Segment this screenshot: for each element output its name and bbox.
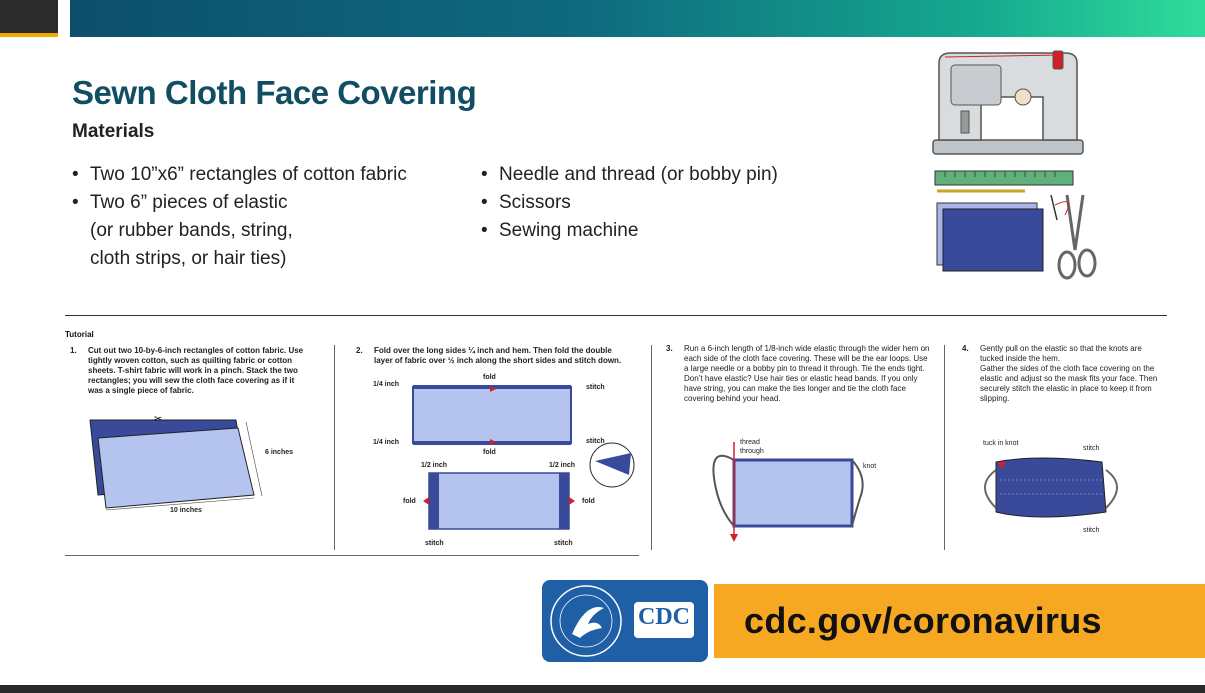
list-item bbox=[481, 161, 778, 189]
step-number: 2. bbox=[356, 346, 363, 355]
page-title: Sewn Cloth Face Covering bbox=[72, 74, 477, 111]
stitch-label: stitch bbox=[1083, 527, 1100, 534]
stitch-label: stitch bbox=[425, 540, 444, 547]
sewing-machine-icon bbox=[933, 51, 1083, 154]
fabric-cut-diagram bbox=[86, 410, 306, 520]
tutorial-step-4 bbox=[962, 344, 1162, 404]
top-left-corner-block bbox=[0, 0, 58, 36]
scissors-icon: ✂ bbox=[154, 414, 163, 425]
step-text: Gently pull on the elastic so that the knots are tucked inside the hem. bbox=[980, 344, 1142, 363]
fold-label: fold bbox=[483, 449, 496, 456]
tutorial-label: Tutorial bbox=[65, 330, 94, 339]
fold-label: fold bbox=[483, 374, 496, 381]
step-text: Fold over the long sides ¼ inch and hem. Then fold the double layer of fabric over ½ inch along the short sides and stitch down. bbox=[374, 346, 622, 365]
list-item bbox=[481, 217, 778, 245]
step-text: Cut out two 10-by-6-inch rectangles of cotton fabric. Use tightly woven cotton, such as quilting fabric or cotton sheets. T-shirt fabric will work in a pinch. Stack the two rectangles; you will sew the cloth face covering as if it was a single piece of fabric. bbox=[88, 346, 304, 395]
scissors-icon bbox=[1059, 195, 1095, 278]
measure-label: 1/4 inch bbox=[373, 381, 400, 388]
fold-label: fold bbox=[582, 498, 595, 505]
step-separator bbox=[334, 345, 335, 550]
material-text: cloth strips, or hair ties) bbox=[90, 248, 287, 269]
material-text: Sewing machine bbox=[499, 220, 639, 241]
cdc-logo-text: CDC bbox=[638, 604, 690, 630]
materials-list-left bbox=[72, 161, 407, 273]
thread-label: through bbox=[740, 448, 764, 455]
step-separator bbox=[651, 345, 652, 550]
stitch-label: stitch bbox=[586, 438, 605, 445]
section-divider bbox=[65, 315, 1167, 316]
tuck-label: tuck in knot bbox=[983, 440, 1019, 447]
step-number: 1. bbox=[70, 346, 77, 355]
needle-thread-icon bbox=[1051, 195, 1068, 220]
dimension-label: 6 inches bbox=[265, 449, 294, 456]
list-item bbox=[72, 161, 407, 189]
step-text: Gather the sides of the cloth face covering on the elastic and adjust so the mask fits your face. Then securely stitch the elastic in place to keep it from slipping. bbox=[980, 364, 1158, 403]
material-text: Two 10”x6” rectangles of cotton fabric bbox=[90, 164, 407, 185]
measure-label: 1/2 inch bbox=[421, 462, 448, 469]
step-number: 4. bbox=[962, 344, 969, 353]
material-text: Needle and thread (or bobby pin) bbox=[499, 164, 778, 185]
step-separator bbox=[944, 345, 945, 550]
material-text: • Two 6” pieces of elastic bbox=[90, 192, 288, 213]
elastic-threading-diagram bbox=[700, 438, 880, 548]
material-text: (or rubber bands, string, bbox=[90, 220, 293, 241]
step-text: Don’t have elastic? Use hair ties or elastic head bands. If you only have string, you can make the ties longer and tie the cloth face covering behind your head. bbox=[684, 374, 918, 403]
tutorial-bottom-divider bbox=[65, 555, 639, 556]
cdc-url: cdc.gov/coronavirus bbox=[744, 600, 1102, 641]
materials-list-right bbox=[481, 161, 778, 245]
ruler-icon bbox=[935, 171, 1073, 185]
list-item bbox=[72, 189, 407, 273]
knot-label: knot bbox=[863, 463, 877, 470]
finished-mask-diagram bbox=[972, 450, 1132, 530]
top-gradient-banner bbox=[70, 0, 1205, 37]
step-number: 3. bbox=[666, 344, 673, 353]
materials-heading: Materials bbox=[72, 121, 155, 142]
tutorial-step-2 bbox=[356, 346, 626, 366]
stitch-label: stitch bbox=[1083, 445, 1100, 452]
fabric-rectangles-icon bbox=[937, 203, 1043, 271]
thread-label: thread bbox=[740, 439, 760, 446]
tutorial-step-1 bbox=[70, 346, 310, 396]
step-text: Run a 6-inch length of 1/8-inch wide elastic through the wider hem on each side of the cloth face covering. These will be the ear loops. Use a large needle or a bobby pin to thread it through. Tie the ends tight. bbox=[684, 344, 930, 373]
measure-label: 1/4 inch bbox=[373, 439, 400, 446]
material-text: Scissors bbox=[499, 192, 571, 213]
measure-label: 1/2 inch bbox=[549, 462, 576, 469]
fold-label: fold bbox=[403, 498, 416, 505]
dimension-label: 10 inches bbox=[170, 507, 202, 514]
list-item bbox=[481, 189, 778, 217]
sewing-supplies-illustration bbox=[925, 45, 1105, 290]
cdc-logo bbox=[542, 580, 708, 662]
corner-accent-line bbox=[0, 33, 58, 37]
tutorial-step-3 bbox=[666, 344, 931, 404]
stitch-label: stitch bbox=[554, 540, 573, 547]
stitch-label: stitch bbox=[586, 384, 605, 391]
bottom-strip bbox=[0, 685, 1205, 693]
